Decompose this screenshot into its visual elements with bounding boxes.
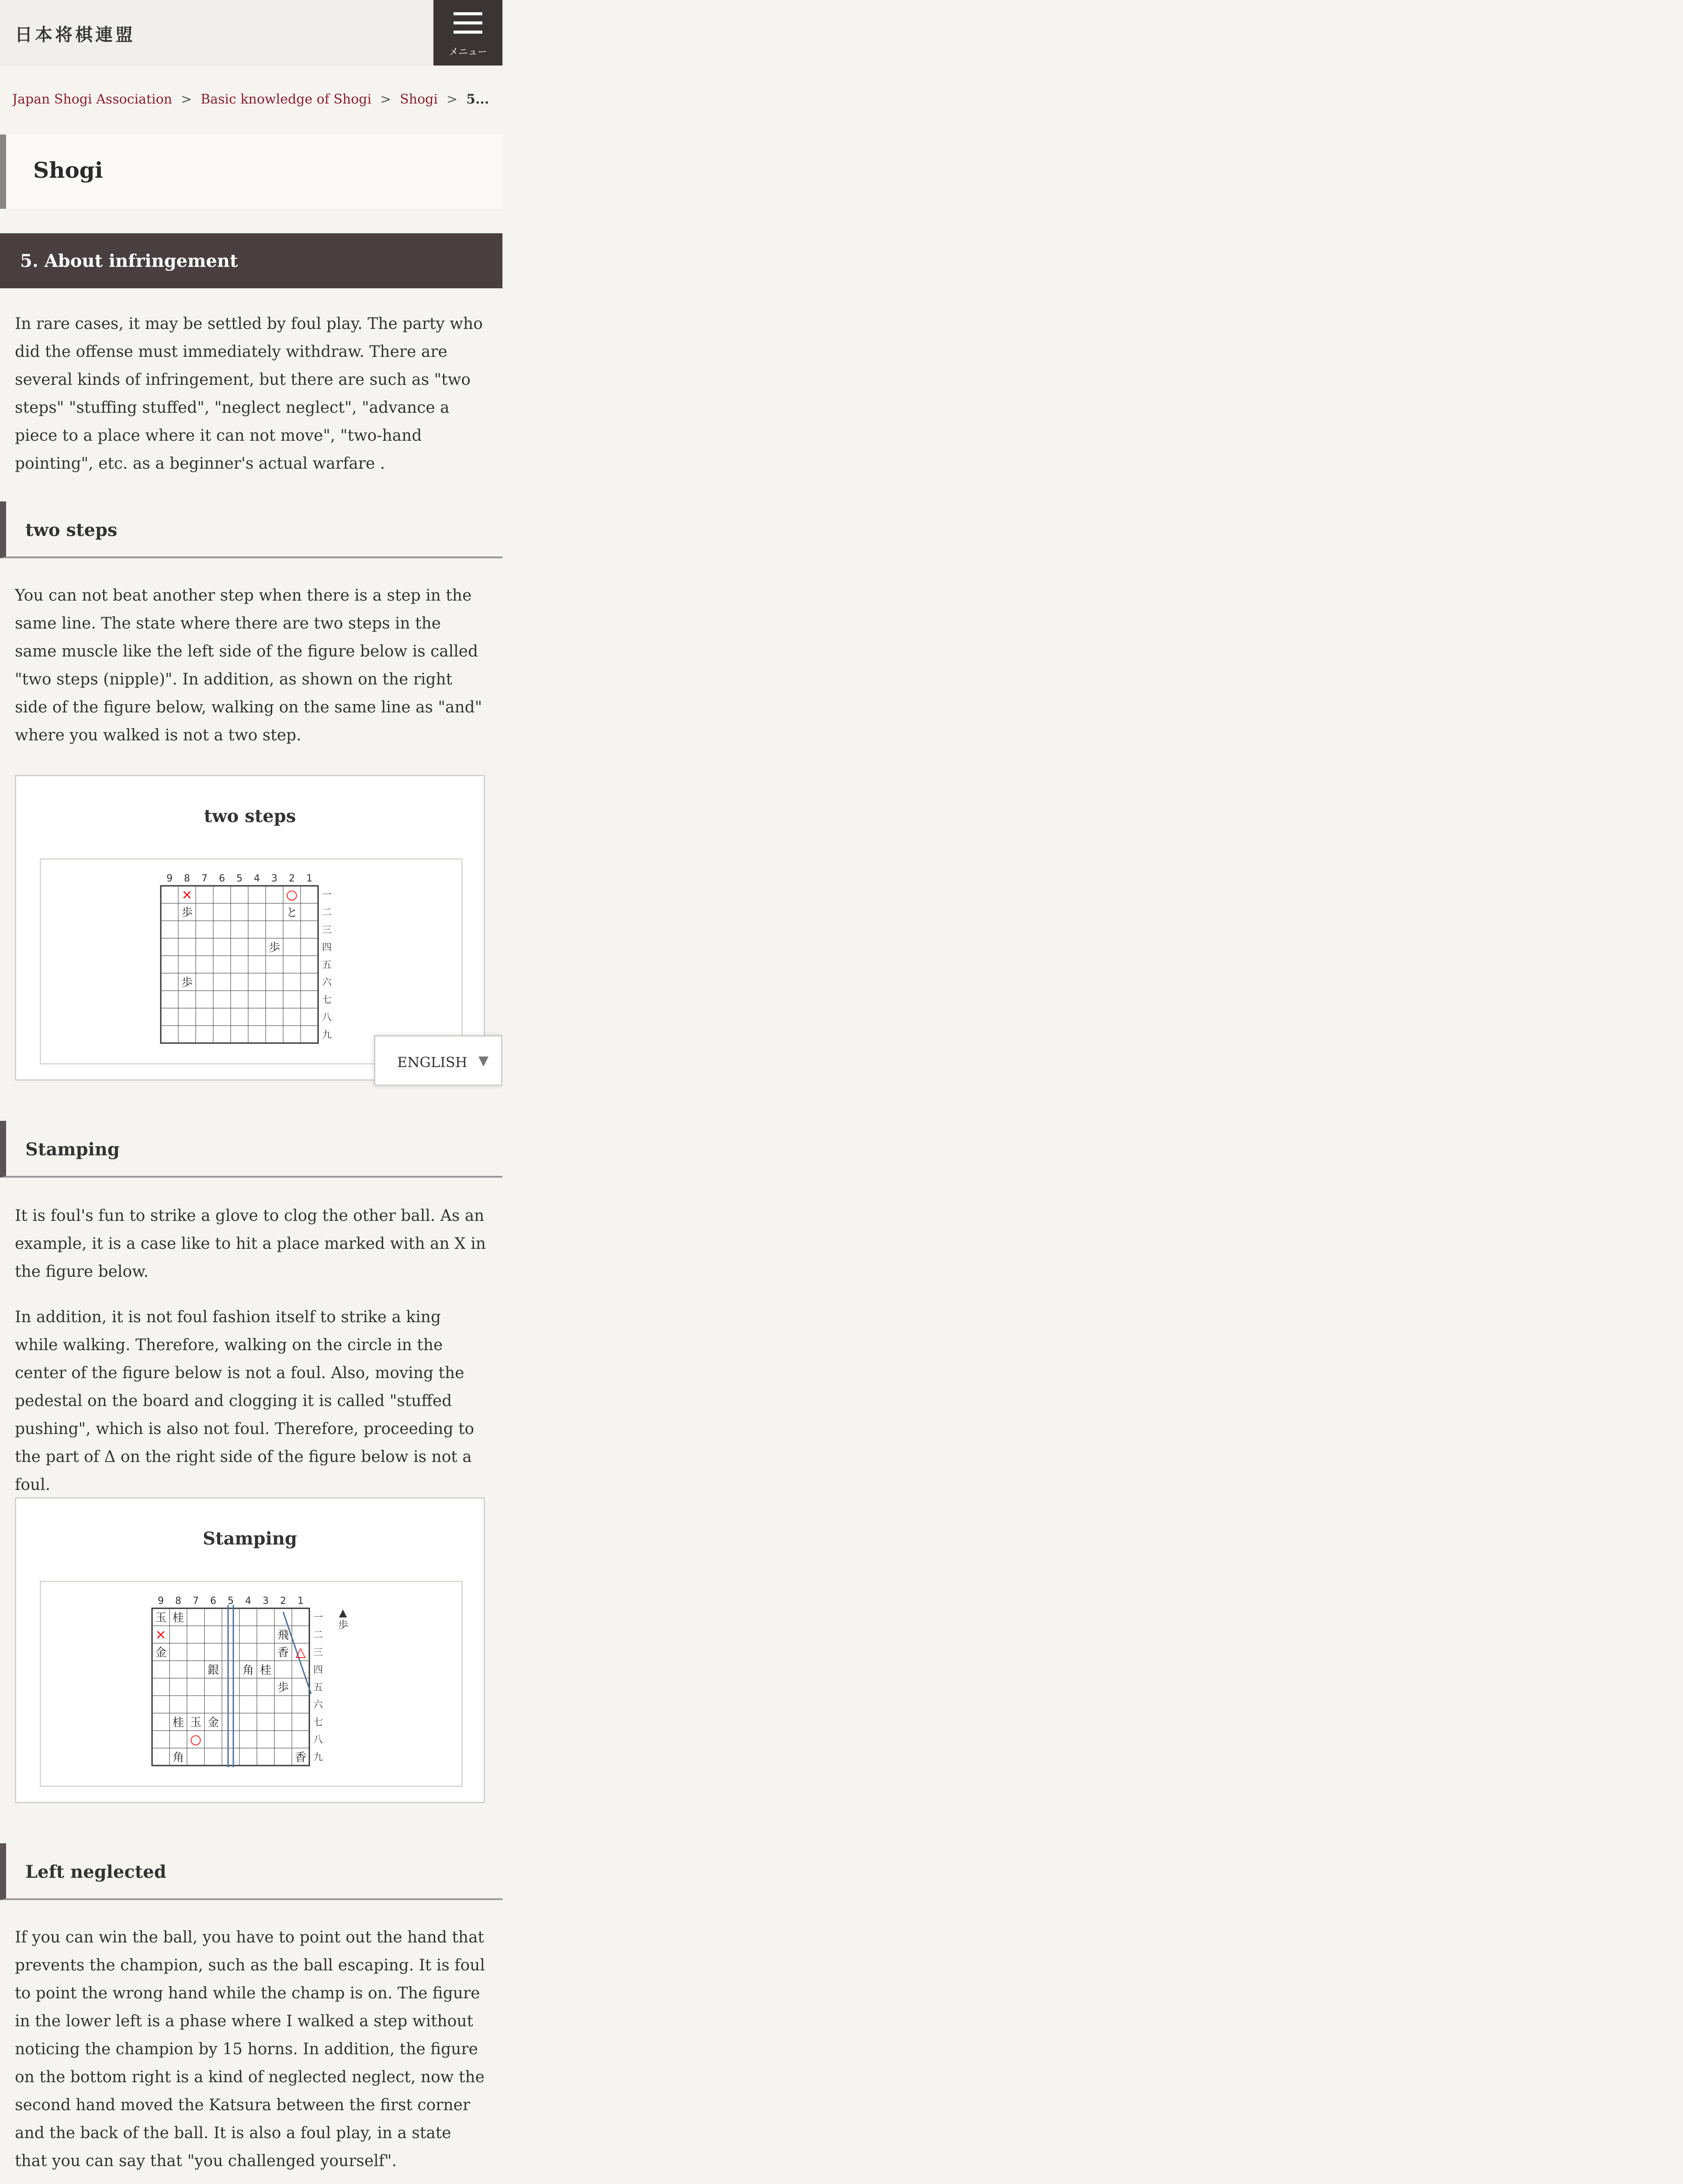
stamping-paragraph-1: It is foul's fun to strike a glove to clog the other ball. As an example, it is a case like to hit a place marked with an X in the figure below. — [15, 1207, 486, 1281]
site-logo[interactable]: 日本将棋連盟 — [15, 25, 135, 45]
file-label: 2 — [280, 1596, 286, 1607]
file-label: 8 — [175, 1596, 181, 1607]
hand-pieces-label: ▲歩 — [338, 1607, 348, 1631]
page-title-band — [0, 135, 502, 209]
board-piece: △ — [295, 1645, 306, 1660]
board-piece: ○ — [286, 887, 298, 902]
file-label: 9 — [158, 1596, 164, 1607]
rank-label: 六 — [313, 1700, 323, 1711]
language-label: ENGLISH — [397, 1054, 468, 1071]
breadcrumb-separator: > — [446, 92, 458, 107]
rank-label: 二 — [322, 907, 332, 918]
board-frame — [40, 858, 463, 1064]
rank-label: 七 — [313, 1717, 323, 1728]
file-label: 6 — [210, 1596, 216, 1607]
stamping-paragraph-2: In addition, it is not foul fashion itself to strike a king while walking. Therefore, walking on the circle in the center of the figure below is not a foul. Also, moving the pedestal on the board and clogging it is called "stuffed pushing", which is also not foul. Therefore, proceeding to the part of Δ on the right side of the figure below is not a foul. — [15, 1308, 474, 1494]
rank-label: 四 — [313, 1665, 323, 1676]
left-neglected-paragraph: If you can win the ball, you have to point out the hand that prevents the champion, such as the ball escaping. It is foul to point the wrong hand while the champ is on. The figure in the lower left is a phase where I walked a step without noticing the champion by 15 horns. In addition, the figure on the bottom right is a kind of neglected neglect, now the second hand moved the Katsura between the first corner and the back of the ball. It is also a foul play, in a state that you can say that "you challenged yourself". — [15, 1928, 485, 2170]
rank-label: 七 — [322, 995, 332, 1006]
page-title: Shogi — [33, 157, 103, 183]
file-label: 3 — [263, 1596, 269, 1607]
subheading-two-steps — [0, 501, 502, 558]
file-label: 6 — [219, 873, 225, 884]
board-piece: 歩 — [181, 976, 193, 989]
rank-label: 八 — [313, 1735, 323, 1745]
rank-label: 一 — [322, 890, 332, 901]
menu-button[interactable] — [433, 0, 502, 66]
board-piece: 香 — [294, 1751, 307, 1764]
rank-label: 六 — [322, 977, 332, 988]
file-label: 5 — [228, 1596, 234, 1607]
rank-label: 九 — [313, 1752, 323, 1763]
breadcrumb-current: 5... — [466, 92, 489, 107]
shogi-board-diagram — [41, 860, 461, 1063]
breadcrumb-link-basic-knowledge[interactable]: Basic knowledge of Shogi — [201, 92, 372, 107]
rank-label: 一 — [313, 1612, 323, 1623]
file-label: 1 — [306, 873, 312, 884]
board-piece: × — [155, 1627, 166, 1642]
board-piece: 歩 — [181, 906, 193, 919]
subheading-two-steps-title: two steps — [25, 520, 118, 540]
board-piece: 歩 — [277, 1681, 289, 1694]
intro-paragraph: In rare cases, it may be settled by foul play. The party who did the offense must immediately withdraw. There are several kinds of infringement, but there are such as "two steps" "stuffing stuffed", "neglect neglect", "advance a piece to a place where it can not move", "two-hand pointing", etc. as a beginner's actual warfare . — [15, 315, 483, 473]
board-frame — [40, 1581, 463, 1787]
board-piece: 桂 — [172, 1611, 184, 1624]
rank-label: 三 — [322, 925, 332, 936]
site-header — [0, 0, 502, 66]
file-label: 3 — [271, 873, 277, 884]
breadcrumb-separator: > — [180, 92, 192, 107]
board-piece: 金 — [155, 1646, 167, 1659]
board-piece: 桂 — [172, 1716, 184, 1729]
rank-label: 五 — [322, 960, 332, 971]
board-piece: 歩 — [268, 941, 280, 954]
subheading-stamping-title: Stamping — [25, 1139, 120, 1160]
board-piece: と — [286, 906, 298, 919]
shogi-board-diagram — [41, 1582, 461, 1786]
board-piece: 桂 — [260, 1664, 272, 1677]
rank-label: 二 — [313, 1630, 323, 1641]
breadcrumb-link-home[interactable]: Japan Shogi Association — [12, 92, 172, 107]
board-piece: 玉 — [155, 1611, 167, 1624]
board-piece: 香 — [277, 1646, 289, 1659]
two-steps-paragraph: You can not beat another step when there is a step in the same line. The state where there are two steps in the same muscle like the left side of the figure below is called "two steps (nipple)". In addition, as shown on the right side of the figure below, walking on the same line as "and" where you walked is not a two step. — [15, 587, 482, 744]
board-piece: 飛 — [277, 1629, 289, 1642]
board-piece: 角 — [242, 1664, 254, 1677]
file-label: 7 — [193, 1596, 199, 1607]
file-label: 4 — [254, 873, 260, 884]
file-label: 7 — [201, 873, 208, 884]
file-label: 4 — [245, 1596, 251, 1607]
file-label: 1 — [298, 1596, 304, 1607]
section-title-band — [0, 233, 502, 288]
board-piece: 角 — [172, 1751, 184, 1764]
menu-label: メニュー — [448, 47, 487, 58]
figure-two-steps — [15, 775, 485, 1081]
breadcrumb — [12, 92, 502, 107]
rank-label: 九 — [322, 1030, 332, 1040]
subheading-stamping — [0, 1121, 502, 1178]
section-title: 5. About infringement — [20, 251, 238, 271]
language-selector[interactable] — [374, 1035, 502, 1086]
breadcrumb-link-shogi[interactable]: Shogi — [400, 92, 438, 107]
rank-label: 八 — [322, 1012, 332, 1023]
board-piece: 玉 — [190, 1716, 202, 1729]
file-label: 2 — [289, 873, 295, 884]
page — [0, 0, 502, 2184]
file-label: 5 — [236, 873, 242, 884]
board-piece: 銀 — [207, 1664, 219, 1677]
rank-label: 四 — [322, 942, 332, 953]
rank-label: 五 — [313, 1682, 323, 1693]
breadcrumb-separator: > — [380, 92, 391, 107]
file-label: 8 — [184, 873, 190, 884]
figure-title: Stamping — [203, 1528, 297, 1549]
file-label: 9 — [166, 873, 173, 884]
subheading-left-neglected-title: Left neglected — [25, 1862, 166, 1882]
figure-title: two steps — [204, 806, 296, 826]
figure-stamping — [15, 1497, 485, 1803]
hamburger-icon — [454, 12, 482, 40]
board-piece: 金 — [207, 1716, 219, 1729]
board-piece: × — [181, 887, 193, 902]
subheading-left-neglected — [0, 1843, 502, 1900]
board-piece: ○ — [190, 1732, 202, 1747]
chevron-down-icon: ▼ — [478, 1053, 489, 1068]
rank-label: 三 — [313, 1647, 323, 1658]
